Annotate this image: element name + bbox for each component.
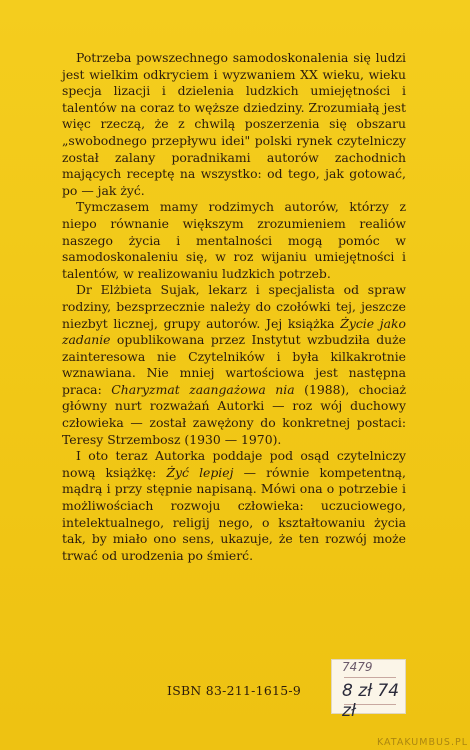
blurb-line: Dr Elżbieta Sujak, lekarz i specjalista od spraw rodziny, (62, 282, 406, 314)
sticker-divider (344, 677, 396, 678)
blurb-line: potrzeb. (278, 265, 331, 281)
blurb-paragraph-1 (62, 50, 406, 199)
sticker-code: 7479 (342, 660, 373, 674)
blurb-line: wój duchowy człowieka — został zawężony do konkretnej (62, 398, 406, 431)
blurb-line: autorów zachodnich mających receptę na wszystko: od (62, 149, 406, 182)
blurb-line: nego, o kształtowaniu życia tak, by miało ono sens, (62, 514, 406, 547)
blurb-line: tego, jak gotować, po — jak żyć. (62, 166, 406, 198)
blurb-line: wijaniu umiejętności i talentów, w realizowaniu ludzkich (62, 249, 406, 281)
blurb-line: Tymczasem mamy rodzimych autorów, którzy z niepo (62, 199, 406, 231)
blurb-line: książkę: Żyć lepiej — równie kompetentną, mądrą i przy (62, 464, 406, 497)
blurb-line: I oto teraz Autorka poddaje pod osąd czytelniczy nową (62, 448, 406, 480)
blurb-line: lizacji i dzielenia ludzkich umiejętności i talentów na coraz (62, 83, 406, 115)
blurb-paragraph-2 (62, 199, 406, 282)
blurb-line: z chwilą poszerzenia się obszaru „swobodnego przepływu (62, 116, 406, 148)
blurb-line: licznej, grupy autorów. Jej książka Życie jako zadanie (62, 315, 406, 348)
blurb-line: i mentalności mogą pomóc w samodoskonaleniu się, w roz (62, 232, 406, 265)
blurb-line: równanie większym zrozumieniem realiów naszego życia (62, 215, 406, 248)
sticker-price: 8 zł 74 zł (342, 681, 400, 721)
blurb-line: Potrzeba powszechnego samodoskonalenia się ludzi jest (62, 50, 406, 82)
isbn-number: ISBN 83-211-1615-9 (167, 683, 302, 698)
price-sticker (331, 659, 406, 721)
blurb-line: rozwoju człowieka: uczuciowego, intelektualnego, religij (62, 498, 406, 530)
blurb-line: opublikowana przez Instytut wzbudziła duże zainteresowa (62, 332, 406, 364)
blurb-line: ukazuje, że ten rozwój może trwać od urodzenia po śmierć. (62, 531, 406, 563)
blurb-line: stępnie napisaną. Mówi ona o potrzebie i możliwościach (62, 481, 406, 514)
blurb-paragraph-4 (62, 448, 406, 564)
blurb-line: postaci: Teresy Strzembosz (1930 — 1970). (62, 415, 406, 447)
blurb-paragraph-3 (62, 282, 406, 448)
blurb-line: bezsprzecznie należy do czołówki tej, jeszcze niezbyt (62, 298, 406, 331)
blurb-line: wartościowa jest następna praca: Charyzmat zaangażowa (62, 365, 406, 397)
blurb-text (62, 50, 406, 564)
blurb-line: nie Czytelników i była kilkakrotnie wznawiana. Nie mniej (62, 348, 406, 381)
blurb-line: to węższe dziedziny. Zrozumiałą jest więc rzeczą, że (62, 99, 406, 132)
blurb-line: wielkim odkryciem i wyzwaniem XX wieku, wieku specja (62, 66, 407, 99)
watermark: KATAKUMBUS.PL (376, 737, 468, 748)
blurb-line: idei" polski rynek czytelniczy został zalany poradnikami (62, 132, 406, 165)
blurb-line: nia (1988), chociaż główny nurt rozważań Autorki — roz (62, 381, 406, 414)
